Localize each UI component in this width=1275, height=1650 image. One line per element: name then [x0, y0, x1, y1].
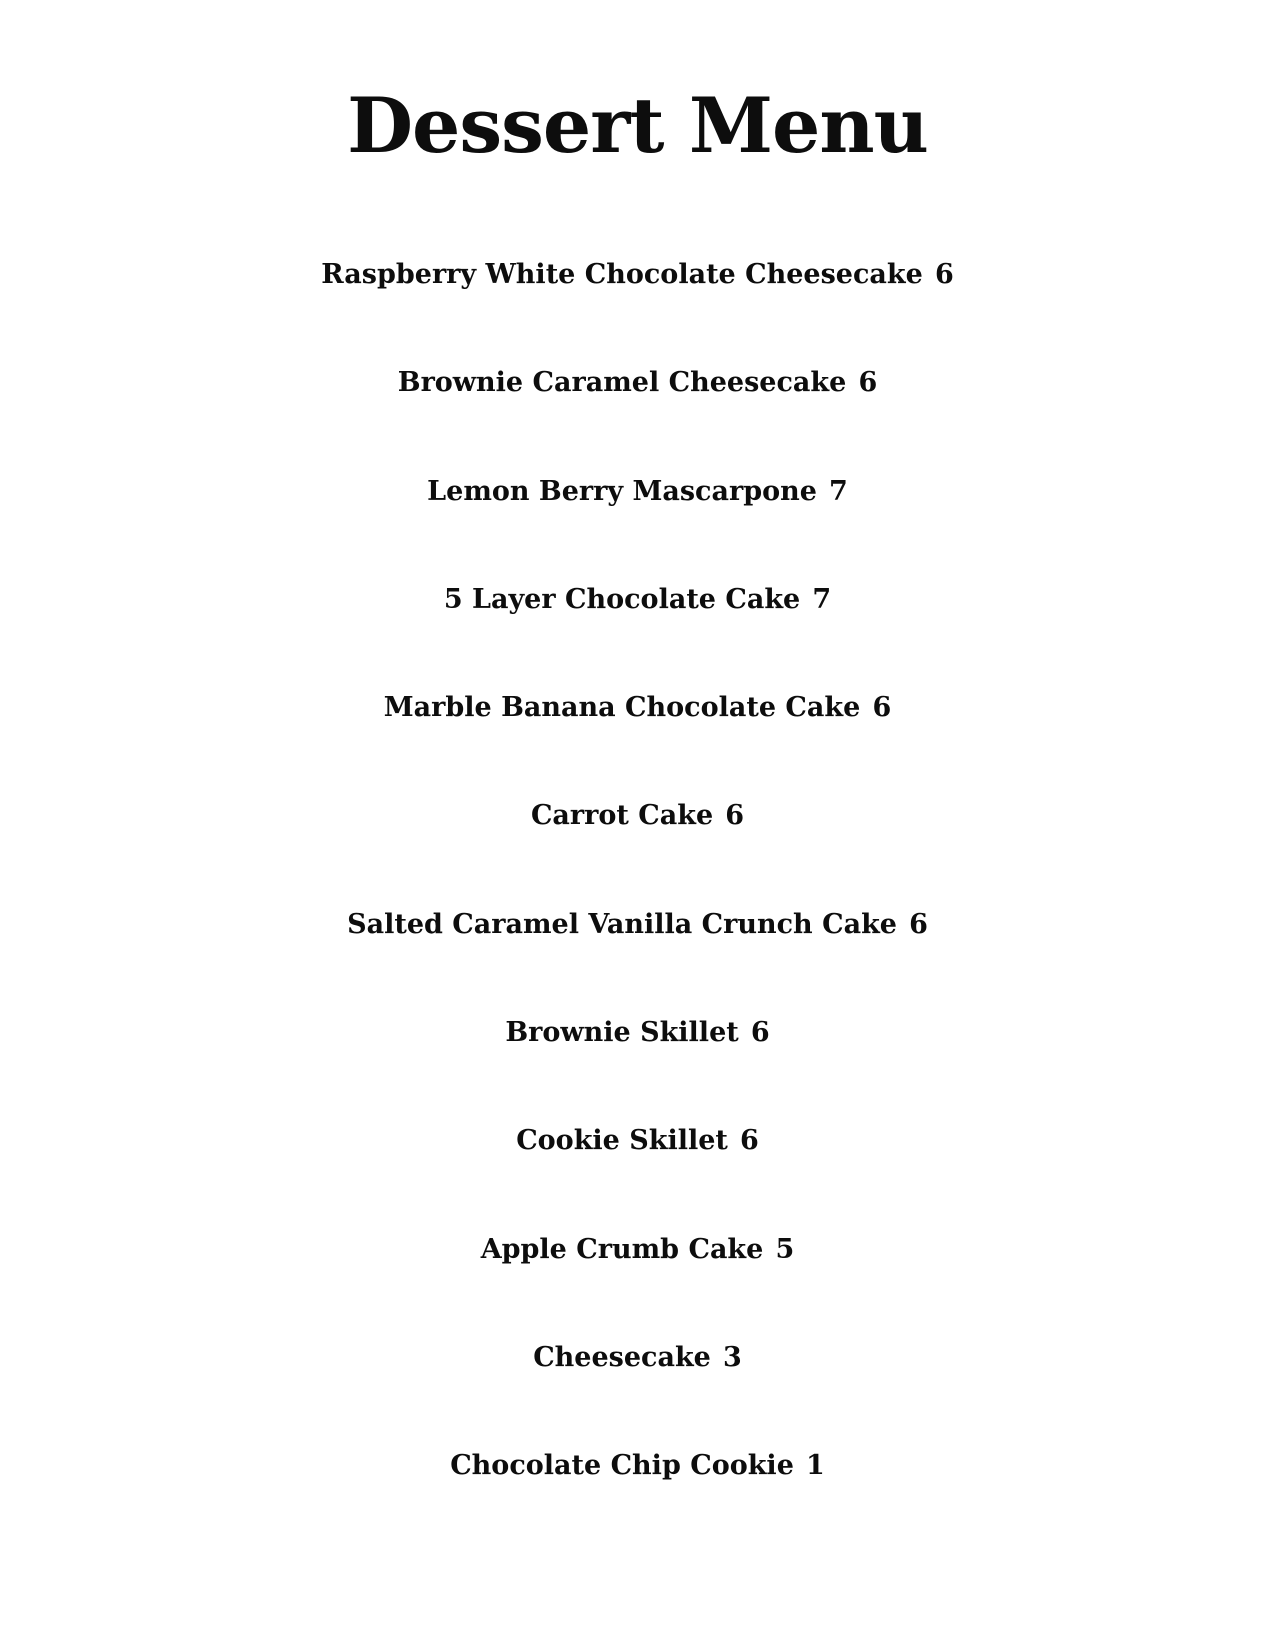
item-name: Carrot Cake — [530, 800, 714, 832]
menu-item — [0, 688, 1275, 796]
menu-item — [0, 1338, 1275, 1446]
item-price: 7 — [829, 475, 848, 507]
menu-item — [0, 255, 1275, 363]
menu-item — [0, 472, 1275, 580]
item-price: 6 — [909, 908, 928, 940]
menu-item — [0, 1121, 1275, 1229]
item-name: Lemon Berry Mascarpone — [427, 475, 817, 507]
item-price: 6 — [858, 367, 878, 399]
menu-item — [0, 1013, 1275, 1121]
item-price: 6 — [934, 259, 954, 290]
item-name: Cheesecake — [533, 1341, 711, 1373]
menu-item — [0, 796, 1275, 904]
item-name: Brownie Skillet — [505, 1017, 739, 1049]
item-name: Apple Crumb Cake — [480, 1233, 764, 1265]
item-price: 3 — [723, 1341, 742, 1373]
item-name: Brownie Caramel Cheesecake — [397, 367, 847, 399]
menu-item — [0, 1230, 1275, 1338]
item-price: 6 — [872, 692, 892, 724]
menu-item — [0, 1446, 1275, 1554]
item-name: 5 Layer Chocolate Cake — [443, 583, 801, 615]
item-name: Chocolate Chip Cookie — [450, 1450, 794, 1482]
item-price: 6 — [725, 800, 745, 832]
item-name: Marble Banana Chocolate Cake — [383, 692, 861, 724]
menu-item — [0, 905, 1275, 1013]
menu-item — [0, 580, 1275, 688]
item-price: 5 — [775, 1233, 795, 1265]
menu-title: Dessert Menu — [347, 81, 928, 170]
item-price: 7 — [812, 583, 832, 615]
item-price: 6 — [750, 1017, 770, 1049]
dessert-list — [0, 255, 1275, 1555]
item-price: 6 — [740, 1125, 759, 1157]
item-price: 1 — [806, 1450, 825, 1482]
menu-item — [0, 363, 1275, 471]
item-name: Salted Caramel Vanilla Crunch Cake — [347, 908, 897, 940]
item-name: Cookie Skillet — [516, 1125, 728, 1157]
item-name: Raspberry White Chocolate Cheesecake — [321, 259, 923, 290]
